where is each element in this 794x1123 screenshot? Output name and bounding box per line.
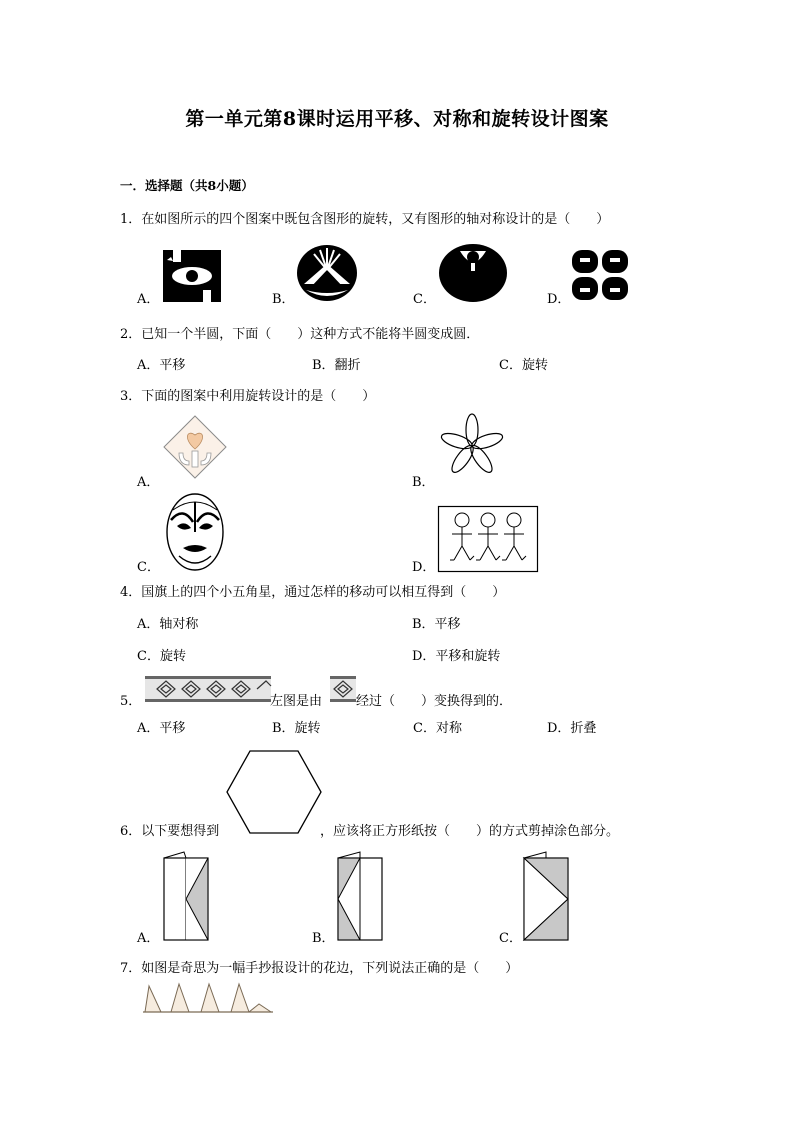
q1-option-c-label: C． xyxy=(413,292,436,307)
q1-pattern-a-eye-figure xyxy=(163,250,221,302)
q5-border-strip xyxy=(145,676,271,702)
q4-option-b: B．平移 xyxy=(412,617,461,632)
question-6-suffix: ，应该将正方形纸按（ ）的方式剪掉涂色部分。 xyxy=(320,824,620,839)
q5-single-unit xyxy=(330,676,356,702)
q1-option-b-label: B． xyxy=(272,292,295,307)
question-3-stem: 3．下面的图案中利用旋转设计的是（ ） xyxy=(120,389,376,404)
q1-pattern-c-round-figure xyxy=(438,243,508,303)
q5-option-c: C．对称 xyxy=(413,721,462,736)
q4-option-a: A．轴对称 xyxy=(137,617,199,632)
q6-option-a-label: A． xyxy=(137,931,160,946)
q3-option-d-label: D． xyxy=(412,560,436,575)
q6-hexagon xyxy=(226,750,322,834)
question-1-stem: 1．在如图所示的四个图案中既包含图形的旋转，又有图形的轴对称设计的是（ ） xyxy=(120,212,610,227)
q2-option-b: B．翻折 xyxy=(312,358,361,373)
question-2-stem: 2．已知一个半圆，下面（ ）这种方式不能将半圆变成圆． xyxy=(120,327,480,342)
q6-folded-paper-c xyxy=(520,852,572,942)
q7-border-pattern xyxy=(143,982,273,1016)
q3-pattern-d-three-figures xyxy=(438,506,538,572)
q3-option-c-label: C． xyxy=(137,560,160,575)
q5-option-b: B．旋转 xyxy=(272,721,321,736)
q3-pattern-a-heart-diamond xyxy=(163,415,227,479)
question-5-suffix: 经过（ ）变换得到的． xyxy=(356,694,513,709)
page-title: 第一单元第8课时运用平移、对称和旋转设计图案 xyxy=(185,108,609,130)
q4-option-d: D．平移和旋转 xyxy=(412,649,501,664)
q4-option-c: C．旋转 xyxy=(137,649,186,664)
q6-folded-paper-b xyxy=(334,852,384,942)
question-5-mid: 左图是由 xyxy=(270,694,323,709)
q3-option-a-label: A． xyxy=(137,475,160,490)
q1-pattern-d-clover-figure xyxy=(572,250,628,300)
q6-folded-paper-a xyxy=(160,852,210,942)
q1-option-a-label: A． xyxy=(137,292,160,307)
q1-option-d-label: D． xyxy=(547,292,571,307)
q1-pattern-b-fan-figure xyxy=(296,244,358,302)
q6-option-b-label: B． xyxy=(312,931,335,946)
question-7-stem: 7．如图是奇思为一幅手抄报设计的花边，下列说法正确的是（ ） xyxy=(120,961,519,976)
q3-option-b-label: B． xyxy=(412,475,435,490)
q2-option-a: A．平移 xyxy=(137,358,186,373)
section-heading: 一．选择题（共8小题） xyxy=(120,178,254,193)
q5-option-d: D．折叠 xyxy=(547,721,597,736)
question-6-prefix: 6．以下要想得到 xyxy=(120,824,220,839)
q6-option-c-label: C． xyxy=(499,931,522,946)
q3-pattern-c-opera-mask xyxy=(163,492,227,572)
q5-option-a: A．平移 xyxy=(137,721,186,736)
q3-pattern-b-flower xyxy=(440,412,504,480)
question-4-stem: 4．国旗上的四个小五角星，通过怎样的移动可以相互得到（ ） xyxy=(120,585,506,600)
question-5-prefix: 5． xyxy=(120,694,142,709)
q2-option-c: C．旋转 xyxy=(499,358,548,373)
